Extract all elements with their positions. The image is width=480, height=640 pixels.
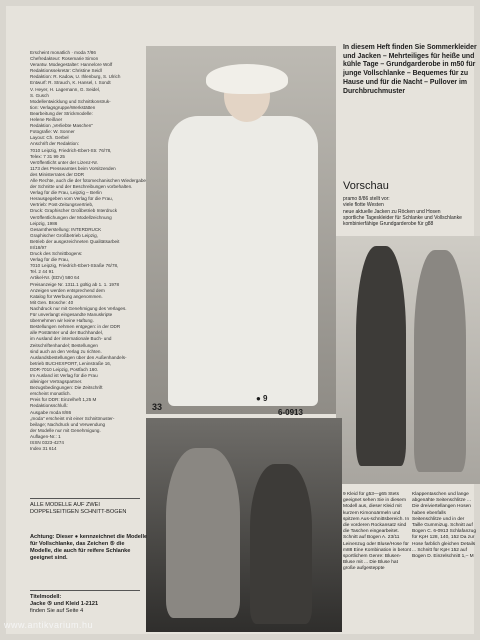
- imprint-column: [30, 50, 150, 452]
- imprint-line: Redaktionssekretär: Christine Seidl: [30, 68, 102, 74]
- imprint-line: alleiniger Vertragspartner.: [30, 379, 83, 385]
- imprint-line: 7010 Leipzig, Friedrich-Ebert-Straße 76/78,: [30, 263, 119, 269]
- imprint-line: Graphischer Großbetrieb Leipzig,: [30, 232, 98, 238]
- imprint-line: Auflagen-Nr.: 1: [30, 433, 61, 439]
- vorschau-line: kombinierfähige Grundgarderobe für g88: [343, 221, 434, 228]
- white-hat-shape: [206, 64, 288, 94]
- imprint-line: Bestellungen nehmen entgegen: in der DDR: [30, 324, 121, 330]
- photo-two-women-in-vests: [336, 236, 480, 484]
- figure-woman-sitting: [166, 448, 240, 618]
- vorschau-line: viele flotte Westen: [343, 202, 384, 209]
- imprint-line: Ausgabe moda 8/86: [30, 409, 72, 415]
- note-all-models: ALLE MODELLE AUF ZWEI DOPPELSEITIGEN SCHNITT-BOGEN: [30, 502, 127, 515]
- imprint-line: Redaktionsschluß:: [30, 403, 68, 409]
- imprint-line: Tel. 2 44 91: [30, 269, 54, 275]
- imprint-line: tion: Verlagsgruppe/Werkstätten: [30, 104, 96, 110]
- imprint-line: Veröffentlichungen der Modellzeichnung: [30, 214, 112, 220]
- imprint-line: Artikel-Nr. (EDV) 580 64: [30, 275, 80, 281]
- imprint-line: Verlag für die Frau,: [30, 257, 70, 263]
- white-dress-shape: [168, 116, 318, 406]
- imprint-line: Index 31 614: [30, 446, 57, 452]
- titelmodell-block: [30, 594, 148, 615]
- imprint-line: Verlag für die Frau, Leipzig – Berlin: [30, 190, 102, 196]
- imprint-line: alle Postämter und der Buchhandel,: [30, 330, 104, 336]
- imprint-line: Mit Gen. Brosche: 40: [30, 299, 74, 305]
- imprint-line: Veröffentlicht unter der Lizenz-Nr.: [30, 159, 99, 165]
- imprint-line: Auslandsbestellungen über den Außenhandels-: [30, 354, 127, 360]
- model-number-6-0913: 6-0913: [278, 408, 303, 417]
- imprint-line: Für unverlangt eingesandte Manuskripte: [30, 312, 113, 318]
- imprint-line: der Modelle nur mit Genehmigung.: [30, 427, 101, 433]
- imprint-line: Druck des Schnittbogens:: [30, 251, 83, 257]
- note-achtung: Achtung: Dieser ● kennzeichnet die Modelle für Vollschlanke, das Zeichen ⑤ die Modelle, die auch für reifere Schlanke geeignet sind.: [30, 534, 148, 561]
- imprint-line: Anschrift der Redaktion:: [30, 141, 80, 147]
- imprint-line: Chefredakteur: Rosemarie Simon: [30, 56, 99, 62]
- imprint-line: Zeitschriftenhandel; Bestellungen: [30, 342, 98, 348]
- titel-text: Jacke ⑤ und Kleid 1-2121: [30, 601, 99, 607]
- imprint-line: DDR-7010 Leipzig, Postfach 160.: [30, 366, 99, 372]
- imprint-line: Preis für DDR: Einzelheft 1,25 M: [30, 397, 97, 403]
- imprint-line: Anzeigen werden entsprechend dem: [30, 287, 105, 293]
- imprint-line: Redaktion „Verliebte Maschen": [30, 123, 93, 129]
- imprint-line: V. Heyer, H. Lagemann, G. Seidel,: [30, 86, 101, 92]
- figure-woman-left: [356, 246, 406, 466]
- imprint-line: Helene Reißner: [30, 117, 63, 123]
- imprint-line: Alle Rechte, auch die der fotomechanischen Wiedergabe: [30, 177, 146, 183]
- imprint-line: Telex: 7 31 99 25: [30, 153, 65, 159]
- imprint-line: übernehmen wir keine Haftung.: [30, 318, 94, 324]
- vorschau-line: pramo 8/86 stellt vor:: [343, 196, 390, 202]
- imprint-line: Leipzig, 1986: [30, 220, 58, 226]
- page-number-33: 33: [152, 402, 163, 412]
- imprint-line: S. Gusch: [30, 92, 49, 98]
- figure-woman-right: [414, 250, 466, 472]
- imprint-line: Katalog für Werbung angenommen.: [30, 293, 103, 299]
- imprint-line: 7010 Leipzig, Friedrich-Ebert-Str. 76/78,: [30, 147, 112, 153]
- vorschau-line: sportliche Tageskleider für Schlanke und Vollschlanke: [343, 214, 462, 221]
- imprint-line: der Schnitte und der Beschreibungen vorbehalten.: [30, 184, 133, 190]
- imprint-line: Gesamtherstellung: INTERDRUCK: [30, 226, 102, 232]
- caption-pyjamas: Klappentaschen und lange abgenähte Seitenschlitze ... Die dreiviertellangen Hosen haben ebenfalls Seitenschlitze und in der Taille Gummizug. Schnitt auf Bogen C. 6-0913 Schlafanzug für KpH 128, 140, 152 Da zur Hose farblich gleichen Details ... Schnitt für KpH 152 auf Bogen D. Einzelschnitt 1,– M: [412, 492, 477, 560]
- imprint-line: ISSN 0323-4274: [30, 440, 64, 445]
- imprint-line: Preisanzeige Nr. 1311.1 gültig ab 1. 1. 1978: [30, 281, 120, 287]
- imprint-line: beilage; Nachdruck und Verwendung: [30, 421, 106, 427]
- headline-in-this-issue: In diesem Heft finden Sie Sommerkleider und Jacken – Mehrteiliges für heiße und kühle Tage – Grundgarderobe in m50 für junge Vollschlanke – Bequemes für zu Hause und für die Nacht – Pullover im Durchbruchmuster: [343, 44, 477, 95]
- imprint-line: „moda" erscheint mit einer Schnittmuster-: [30, 415, 115, 421]
- model-number-9: ● 9: [256, 394, 268, 403]
- imprint-line: Modellentwicklung und Schnittkonstruk-: [30, 98, 111, 104]
- figure-child: [250, 464, 312, 624]
- imprint-line: sind auch an den Verlag zu richten.: [30, 348, 102, 354]
- magazine-page: [6, 6, 477, 634]
- imprint-line: 1173 des Presseamtes beim Vorsitzenden: [30, 165, 116, 171]
- divider-line: [30, 498, 140, 499]
- imprint-line: Nachdruck nur mit Genehmigung des Verlages.: [30, 305, 127, 311]
- titel-text2: finden Sie auf Seite 4: [30, 608, 84, 614]
- vorschau-line: neue aktuelle Jacken zu Röcken und Hosen: [343, 208, 441, 215]
- imprint-line: Redaktion: R. Kadow, U. Ihlenburg, S. Ulrich: [30, 74, 121, 80]
- imprint-line: Layout: Ch. Gerbel: [30, 135, 69, 141]
- imprint-line: Druck: Graphischer Großbetrieb Interdruck: [30, 208, 118, 214]
- photo-mother-and-child: [146, 418, 342, 632]
- imprint-line: betrieb BUCHEXPORT, Leninstraße 16,: [30, 360, 112, 366]
- imprint-line: III/18/97: [30, 245, 47, 250]
- imprint-line: im Ausland der internationale Buch- und: [30, 336, 112, 342]
- imprint-line: Im Ausland ist Verlag für die Frau: [30, 372, 98, 378]
- imprint-line: Bezugsbedingungen: Die Zeitschrift: [30, 385, 103, 391]
- vorschau-list: [343, 196, 480, 227]
- imprint-line: Bearbeitung der Strickmodelle:: [30, 110, 93, 116]
- caption-dress-9: 9 Kleid für g53—g65 Stets geeignet sehen Sie in diesem Modell aus, dieser Kleid mit kurzem Kimonoärmeln und spitzem Aus-schnittsbereich. In die vorderen Rockansatz sind die Taschen eingearbeitet. Schnitt auf Bogen A. 23/11 Leinenzug oder Bluse/Hose für m88 Eine Kombination in betont sportlichem Genre: Blusen-Bluse mit ... Die Bluse hat große aufgesteppte: [343, 492, 411, 572]
- imprint-line: Erscheint monatlich · moda 7/86: [30, 50, 96, 55]
- imprint-line: Vertrieb: Post-Zeitungsvertrieb,: [30, 202, 94, 208]
- imprint-line: Verantw. Modegestalter: Hannelore Wolf: [30, 62, 113, 68]
- imprint-line: Herausgegeben vom Verlag für die Frau,: [30, 196, 113, 202]
- titel-label: Titelmodell:: [30, 594, 62, 600]
- photo-woman-in-white-dress: [146, 46, 336, 414]
- imprint-line: Entwurf: R. Strauch, K. Hansel, I. Sondt: [30, 80, 111, 86]
- imprint-line: des Ministerrates der DDR: [30, 171, 85, 177]
- divider-line: [30, 590, 140, 591]
- watermark-text: www.antikvarium.hu: [4, 620, 94, 630]
- imprint-line: Fotografie: W. Sonner: [30, 129, 75, 135]
- imprint-line: erscheint monatlich.: [30, 391, 71, 397]
- imprint-line: Betrieb der ausgezeichneten Qualitätsarbeit: [30, 238, 120, 244]
- vorschau-title: Vorschau: [343, 180, 389, 192]
